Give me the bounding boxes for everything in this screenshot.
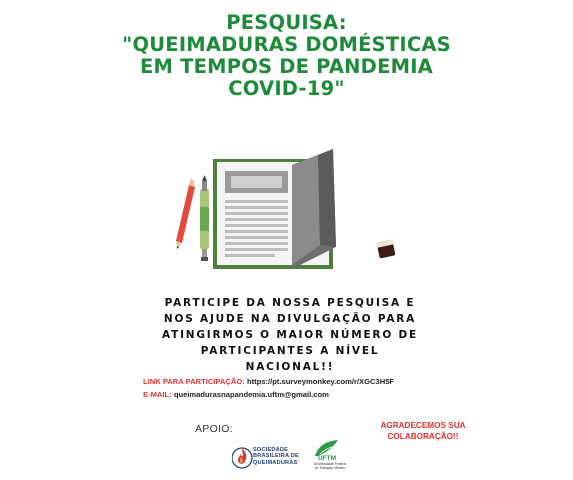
illustration <box>168 145 408 280</box>
cta-line: NACIONAL!! <box>245 361 335 373</box>
sbq-name <box>253 447 299 466</box>
email-address[interactable]: queimadurasnapandemia.uftm@gmail.com <box>173 390 329 399</box>
survey-link[interactable]: https://pt.surveymonkey.com/r/XGC3H5F <box>246 377 395 386</box>
page-title <box>0 12 573 100</box>
thanks-message <box>373 420 473 442</box>
thanks-line: COLABORAÇÃO!! <box>387 432 459 441</box>
green-pen-icon <box>200 175 209 261</box>
uftm-subtitle <box>310 462 350 470</box>
sbq-line: QUEIMADURAS <box>253 459 298 466</box>
support-label: APOIO: <box>195 423 233 435</box>
open-book-icon <box>213 149 336 269</box>
red-pencil-icon <box>176 178 195 249</box>
cta-line: ATINGIRMOS O MAIOR NÚMERO DE <box>162 329 418 341</box>
title-line: PESQUISA: <box>226 11 347 34</box>
uftm-subtitle-line: Universidade Federal <box>313 462 347 466</box>
sbq-line: BRASILEIRA DE <box>253 453 299 460</box>
link-label: LINK PARA PARTICIPAÇÃO: <box>143 377 245 386</box>
email-row <box>143 390 329 399</box>
participation-link-row <box>143 377 394 386</box>
title-line: "QUEIMADURAS DOMÉSTICAS <box>122 33 451 56</box>
sbq-line: SOCIEDADE <box>253 447 289 453</box>
eraser-icon <box>377 240 396 259</box>
title-line: COVID-19" <box>228 77 345 100</box>
uftm-subtitle-line: do Triângulo Mineiro <box>314 466 346 470</box>
cta-line: PARTICIPANTES A NÍVEL <box>200 345 380 357</box>
cta-line: PARTICIPE DA NOSSA PESQUISA E <box>164 297 416 309</box>
title-line: EM TEMPOS DE PANDEMIA <box>140 55 433 78</box>
call-to-action <box>130 295 450 375</box>
uftm-name: UFTM <box>317 455 337 462</box>
cta-line: NOS AJUDE NA DIVULGAÇÃO PARA <box>163 313 417 325</box>
thanks-line: AGRADECEMOS SUA <box>380 421 466 430</box>
email-label: E-MAIL: <box>143 390 172 399</box>
